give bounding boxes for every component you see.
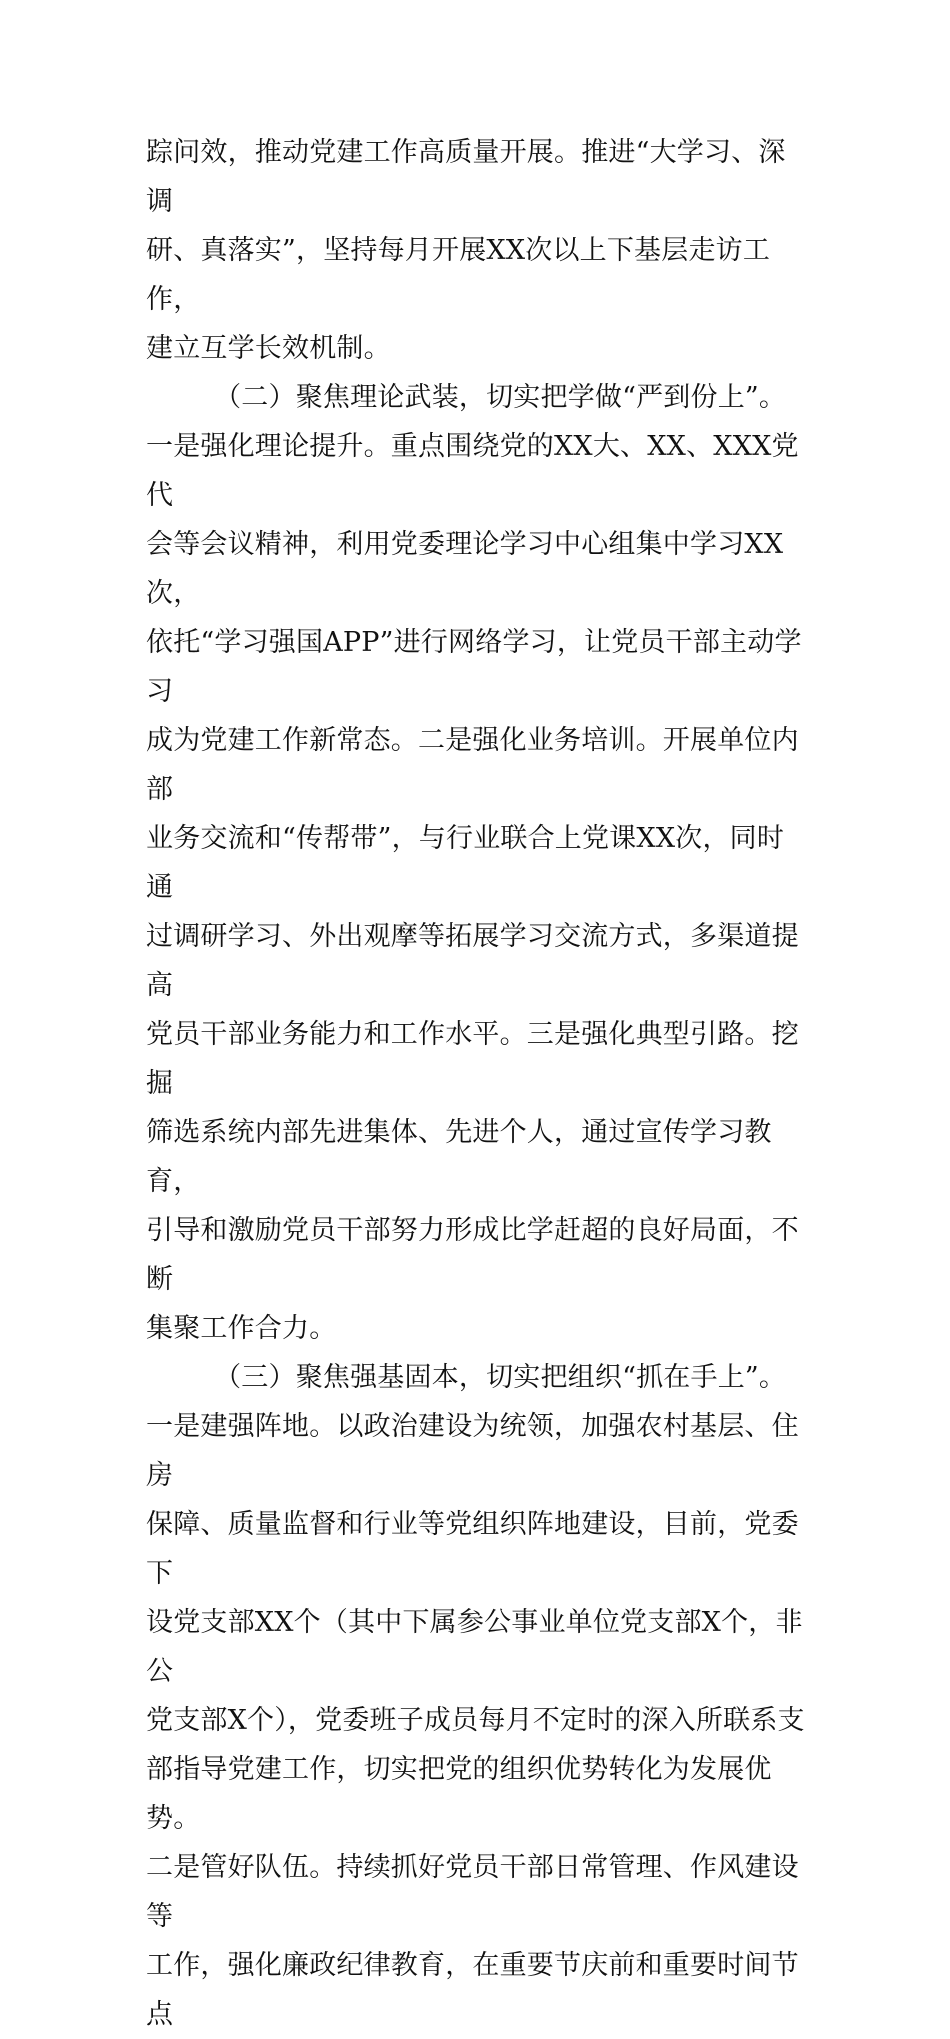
paragraph-section-three: （三）聚焦强基固本，切实把组织“抓在手上”。 一是建强阵地。以政治建设为统领，加强农村基层、住房 保障、质量监督和行业等党组织阵地建设，目前，党委下 设党支部XX个（其中下属参公事业单位党支部X个，非公 党支部X个），党委班子成员每月不定时的深入所联系支 部指导党建工作，切实把党的组织优势转化为发展优势。 二是管好队伍。持续抓好党员干部日常管理、作风建设等 工作，强化廉政纪律教育，在重要节庆前和重要时间节点 <box>146 1362 805 2030</box>
document-body <box>146 128 806 2039</box>
paragraph-continuation: 踪问效，推动党建工作高质量开展。推进“大学习、深调 研、真落实”，坚持每月开展XX次以上下基层走访工作， 建立互学长效机制。 <box>146 137 786 364</box>
paragraph-section-two: （二）聚焦理论武装，切实把学做“严到份上”。 一是强化理论提升。重点围绕党的XX大、XX、XXX党代 会等会议精神，利用党委理论学习中心组集中学习XX次， 依托“学习强国APP”进行网络学习，让党员干部主动学习 成为党建工作新常态。二是强化业务培训。开展单位内部 业务交流和“传帮带”，与行业联合上党课XX次，同时通 过调研学习、外出观摩等拓展学习交流方式，多渠道提高 党员干部业务能力和工作水平。三是强化典型引路。挖掘 筛选系统内部先进集体、先进个人，通过宣传学习教育， 引导和激励党员干部努力形成比学赶超的良好局面，不断 集聚工作合力。 <box>146 382 802 1344</box>
